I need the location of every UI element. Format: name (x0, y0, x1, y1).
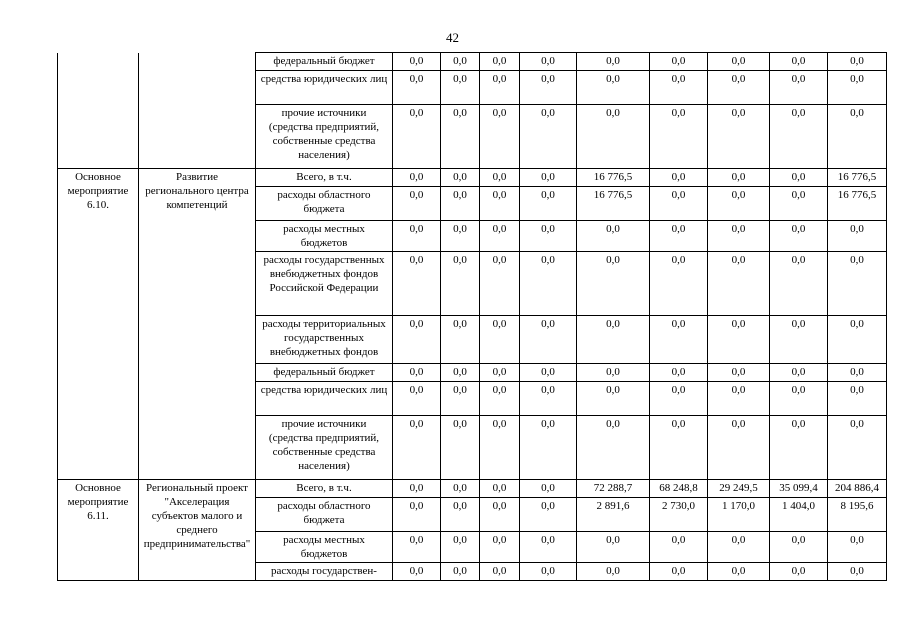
value-cell: 16 776,5 (828, 169, 887, 187)
value-cell: 0,0 (577, 71, 650, 105)
value-cell: 0,0 (393, 382, 441, 416)
value-cell: 0,0 (577, 221, 650, 252)
value-cell: 0,0 (577, 364, 650, 382)
value-cell: 0,0 (577, 532, 650, 563)
value-cell: 0,0 (650, 252, 708, 316)
table-row (58, 53, 887, 71)
value-cell: 16 776,5 (828, 187, 887, 221)
funding-source-cell: расходы государствен- (256, 563, 393, 581)
value-cell: 0,0 (770, 252, 828, 316)
funding-source-cell: Всего, в т.ч. (256, 480, 393, 498)
value-cell: 0,0 (520, 187, 577, 221)
value-cell: 0,0 (480, 221, 520, 252)
funding-source-cell: средства юридических лиц (256, 71, 393, 105)
value-cell: 0,0 (520, 252, 577, 316)
activity-name-cell: Региональный проект "Акселерация субъектов малого и среднего предпринимательства" (139, 480, 256, 581)
value-cell: 0,0 (480, 105, 520, 169)
funding-source-cell: расходы местных бюджетов (256, 532, 393, 563)
value-cell: 0,0 (393, 187, 441, 221)
value-cell: 0,0 (828, 316, 887, 364)
activity-code-cell: Основное мероприятие 6.10. (58, 169, 139, 480)
value-cell: 0,0 (828, 221, 887, 252)
value-cell: 0,0 (441, 498, 480, 532)
value-cell: 0,0 (520, 498, 577, 532)
value-cell: 8 195,6 (828, 498, 887, 532)
value-cell: 0,0 (441, 480, 480, 498)
activity-name-cell (139, 53, 256, 169)
value-cell: 0,0 (520, 416, 577, 480)
funding-source-cell: расходы государственных внебюджетных фондов Российской Федерации (256, 252, 393, 316)
value-cell: 0,0 (708, 532, 770, 563)
value-cell: 0,0 (441, 364, 480, 382)
value-cell: 0,0 (441, 532, 480, 563)
value-cell: 0,0 (441, 53, 480, 71)
value-cell: 0,0 (441, 105, 480, 169)
value-cell: 0,0 (708, 187, 770, 221)
value-cell: 0,0 (708, 382, 770, 416)
value-cell: 0,0 (520, 71, 577, 105)
value-cell: 0,0 (393, 105, 441, 169)
funding-source-cell: Всего, в т.ч. (256, 169, 393, 187)
value-cell: 0,0 (708, 71, 770, 105)
budget-table (57, 52, 887, 581)
value-cell: 0,0 (393, 53, 441, 71)
value-cell: 0,0 (441, 316, 480, 364)
value-cell: 0,0 (393, 364, 441, 382)
value-cell: 0,0 (650, 221, 708, 252)
value-cell: 0,0 (480, 480, 520, 498)
value-cell: 0,0 (708, 252, 770, 316)
value-cell: 0,0 (828, 382, 887, 416)
value-cell: 0,0 (480, 53, 520, 71)
value-cell: 0,0 (650, 71, 708, 105)
value-cell: 0,0 (770, 316, 828, 364)
value-cell: 0,0 (480, 416, 520, 480)
value-cell: 0,0 (770, 53, 828, 71)
funding-source-cell: расходы территориальных государственных внебюджетных фондов (256, 316, 393, 364)
value-cell: 0,0 (393, 563, 441, 581)
value-cell: 0,0 (577, 316, 650, 364)
value-cell: 0,0 (650, 532, 708, 563)
value-cell: 0,0 (828, 105, 887, 169)
value-cell: 0,0 (828, 532, 887, 563)
value-cell: 2 730,0 (650, 498, 708, 532)
value-cell: 0,0 (480, 364, 520, 382)
value-cell: 0,0 (708, 416, 770, 480)
value-cell: 68 248,8 (650, 480, 708, 498)
value-cell: 1 170,0 (708, 498, 770, 532)
value-cell: 0,0 (393, 221, 441, 252)
value-cell: 0,0 (577, 53, 650, 71)
value-cell: 0,0 (520, 53, 577, 71)
value-cell: 1 404,0 (770, 498, 828, 532)
value-cell: 0,0 (650, 416, 708, 480)
activity-code-cell (58, 53, 139, 169)
value-cell: 0,0 (480, 532, 520, 563)
value-cell: 0,0 (441, 382, 480, 416)
value-cell: 0,0 (393, 498, 441, 532)
value-cell: 0,0 (441, 169, 480, 187)
value-cell: 0,0 (828, 563, 887, 581)
value-cell: 0,0 (520, 221, 577, 252)
value-cell: 0,0 (577, 105, 650, 169)
value-cell: 0,0 (441, 563, 480, 581)
value-cell: 29 249,5 (708, 480, 770, 498)
value-cell: 0,0 (393, 252, 441, 316)
value-cell: 0,0 (770, 105, 828, 169)
table-row (58, 480, 887, 498)
value-cell: 0,0 (770, 563, 828, 581)
funding-source-cell: федеральный бюджет (256, 364, 393, 382)
value-cell: 0,0 (480, 563, 520, 581)
value-cell: 0,0 (577, 382, 650, 416)
value-cell: 0,0 (480, 498, 520, 532)
value-cell: 0,0 (393, 532, 441, 563)
value-cell: 0,0 (708, 316, 770, 364)
value-cell: 0,0 (520, 316, 577, 364)
value-cell: 0,0 (770, 71, 828, 105)
value-cell: 0,0 (770, 187, 828, 221)
value-cell: 0,0 (650, 364, 708, 382)
value-cell: 0,0 (650, 187, 708, 221)
value-cell: 0,0 (480, 169, 520, 187)
value-cell: 0,0 (708, 105, 770, 169)
page-number: 42 (446, 30, 459, 45)
value-cell: 0,0 (828, 71, 887, 105)
value-cell: 0,0 (708, 563, 770, 581)
value-cell: 0,0 (770, 532, 828, 563)
value-cell: 0,0 (828, 252, 887, 316)
value-cell: 0,0 (577, 416, 650, 480)
value-cell: 0,0 (393, 480, 441, 498)
funding-source-cell: расходы местных бюджетов (256, 221, 393, 252)
value-cell: 2 891,6 (577, 498, 650, 532)
activity-name-cell: Развитие регионального центра компетенций (139, 169, 256, 480)
value-cell: 0,0 (520, 105, 577, 169)
table-row (58, 169, 887, 187)
value-cell: 0,0 (770, 416, 828, 480)
value-cell: 35 099,4 (770, 480, 828, 498)
value-cell: 0,0 (520, 382, 577, 416)
value-cell: 0,0 (828, 53, 887, 71)
value-cell: 0,0 (770, 169, 828, 187)
value-cell: 0,0 (520, 480, 577, 498)
value-cell: 0,0 (480, 71, 520, 105)
value-cell: 0,0 (441, 416, 480, 480)
value-cell: 0,0 (650, 169, 708, 187)
value-cell: 0,0 (441, 71, 480, 105)
value-cell: 0,0 (520, 169, 577, 187)
funding-source-cell: расходы областного бюджета (256, 498, 393, 532)
funding-source-cell: расходы областного бюджета (256, 187, 393, 221)
value-cell: 0,0 (393, 169, 441, 187)
value-cell: 0,0 (441, 221, 480, 252)
value-cell: 72 288,7 (577, 480, 650, 498)
value-cell: 0,0 (480, 252, 520, 316)
funding-source-cell: прочие источники (средства предприятий, собственные средства населения) (256, 416, 393, 480)
value-cell: 0,0 (393, 416, 441, 480)
funding-source-cell: средства юридических лиц (256, 382, 393, 416)
value-cell: 0,0 (393, 71, 441, 105)
value-cell: 204 886,4 (828, 480, 887, 498)
value-cell: 0,0 (480, 316, 520, 364)
funding-source-cell: федеральный бюджет (256, 53, 393, 71)
value-cell: 0,0 (480, 382, 520, 416)
value-cell: 0,0 (650, 382, 708, 416)
value-cell: 16 776,5 (577, 187, 650, 221)
value-cell: 0,0 (650, 53, 708, 71)
value-cell: 0,0 (577, 563, 650, 581)
value-cell: 0,0 (480, 187, 520, 221)
value-cell: 0,0 (577, 252, 650, 316)
value-cell: 0,0 (708, 53, 770, 71)
value-cell: 0,0 (828, 364, 887, 382)
value-cell: 0,0 (708, 221, 770, 252)
value-cell: 0,0 (520, 364, 577, 382)
value-cell: 0,0 (393, 316, 441, 364)
value-cell: 0,0 (650, 105, 708, 169)
value-cell: 0,0 (441, 187, 480, 221)
value-cell: 0,0 (650, 316, 708, 364)
value-cell: 0,0 (520, 563, 577, 581)
funding-source-cell: прочие источники (средства предприятий, собственные средства населения) (256, 105, 393, 169)
value-cell: 16 776,5 (577, 169, 650, 187)
value-cell: 0,0 (520, 532, 577, 563)
value-cell: 0,0 (708, 364, 770, 382)
value-cell: 0,0 (708, 169, 770, 187)
activity-code-cell: Основное мероприятие 6.11. (58, 480, 139, 581)
value-cell: 0,0 (770, 382, 828, 416)
value-cell: 0,0 (770, 221, 828, 252)
value-cell: 0,0 (828, 416, 887, 480)
value-cell: 0,0 (650, 563, 708, 581)
value-cell: 0,0 (441, 252, 480, 316)
value-cell: 0,0 (770, 364, 828, 382)
